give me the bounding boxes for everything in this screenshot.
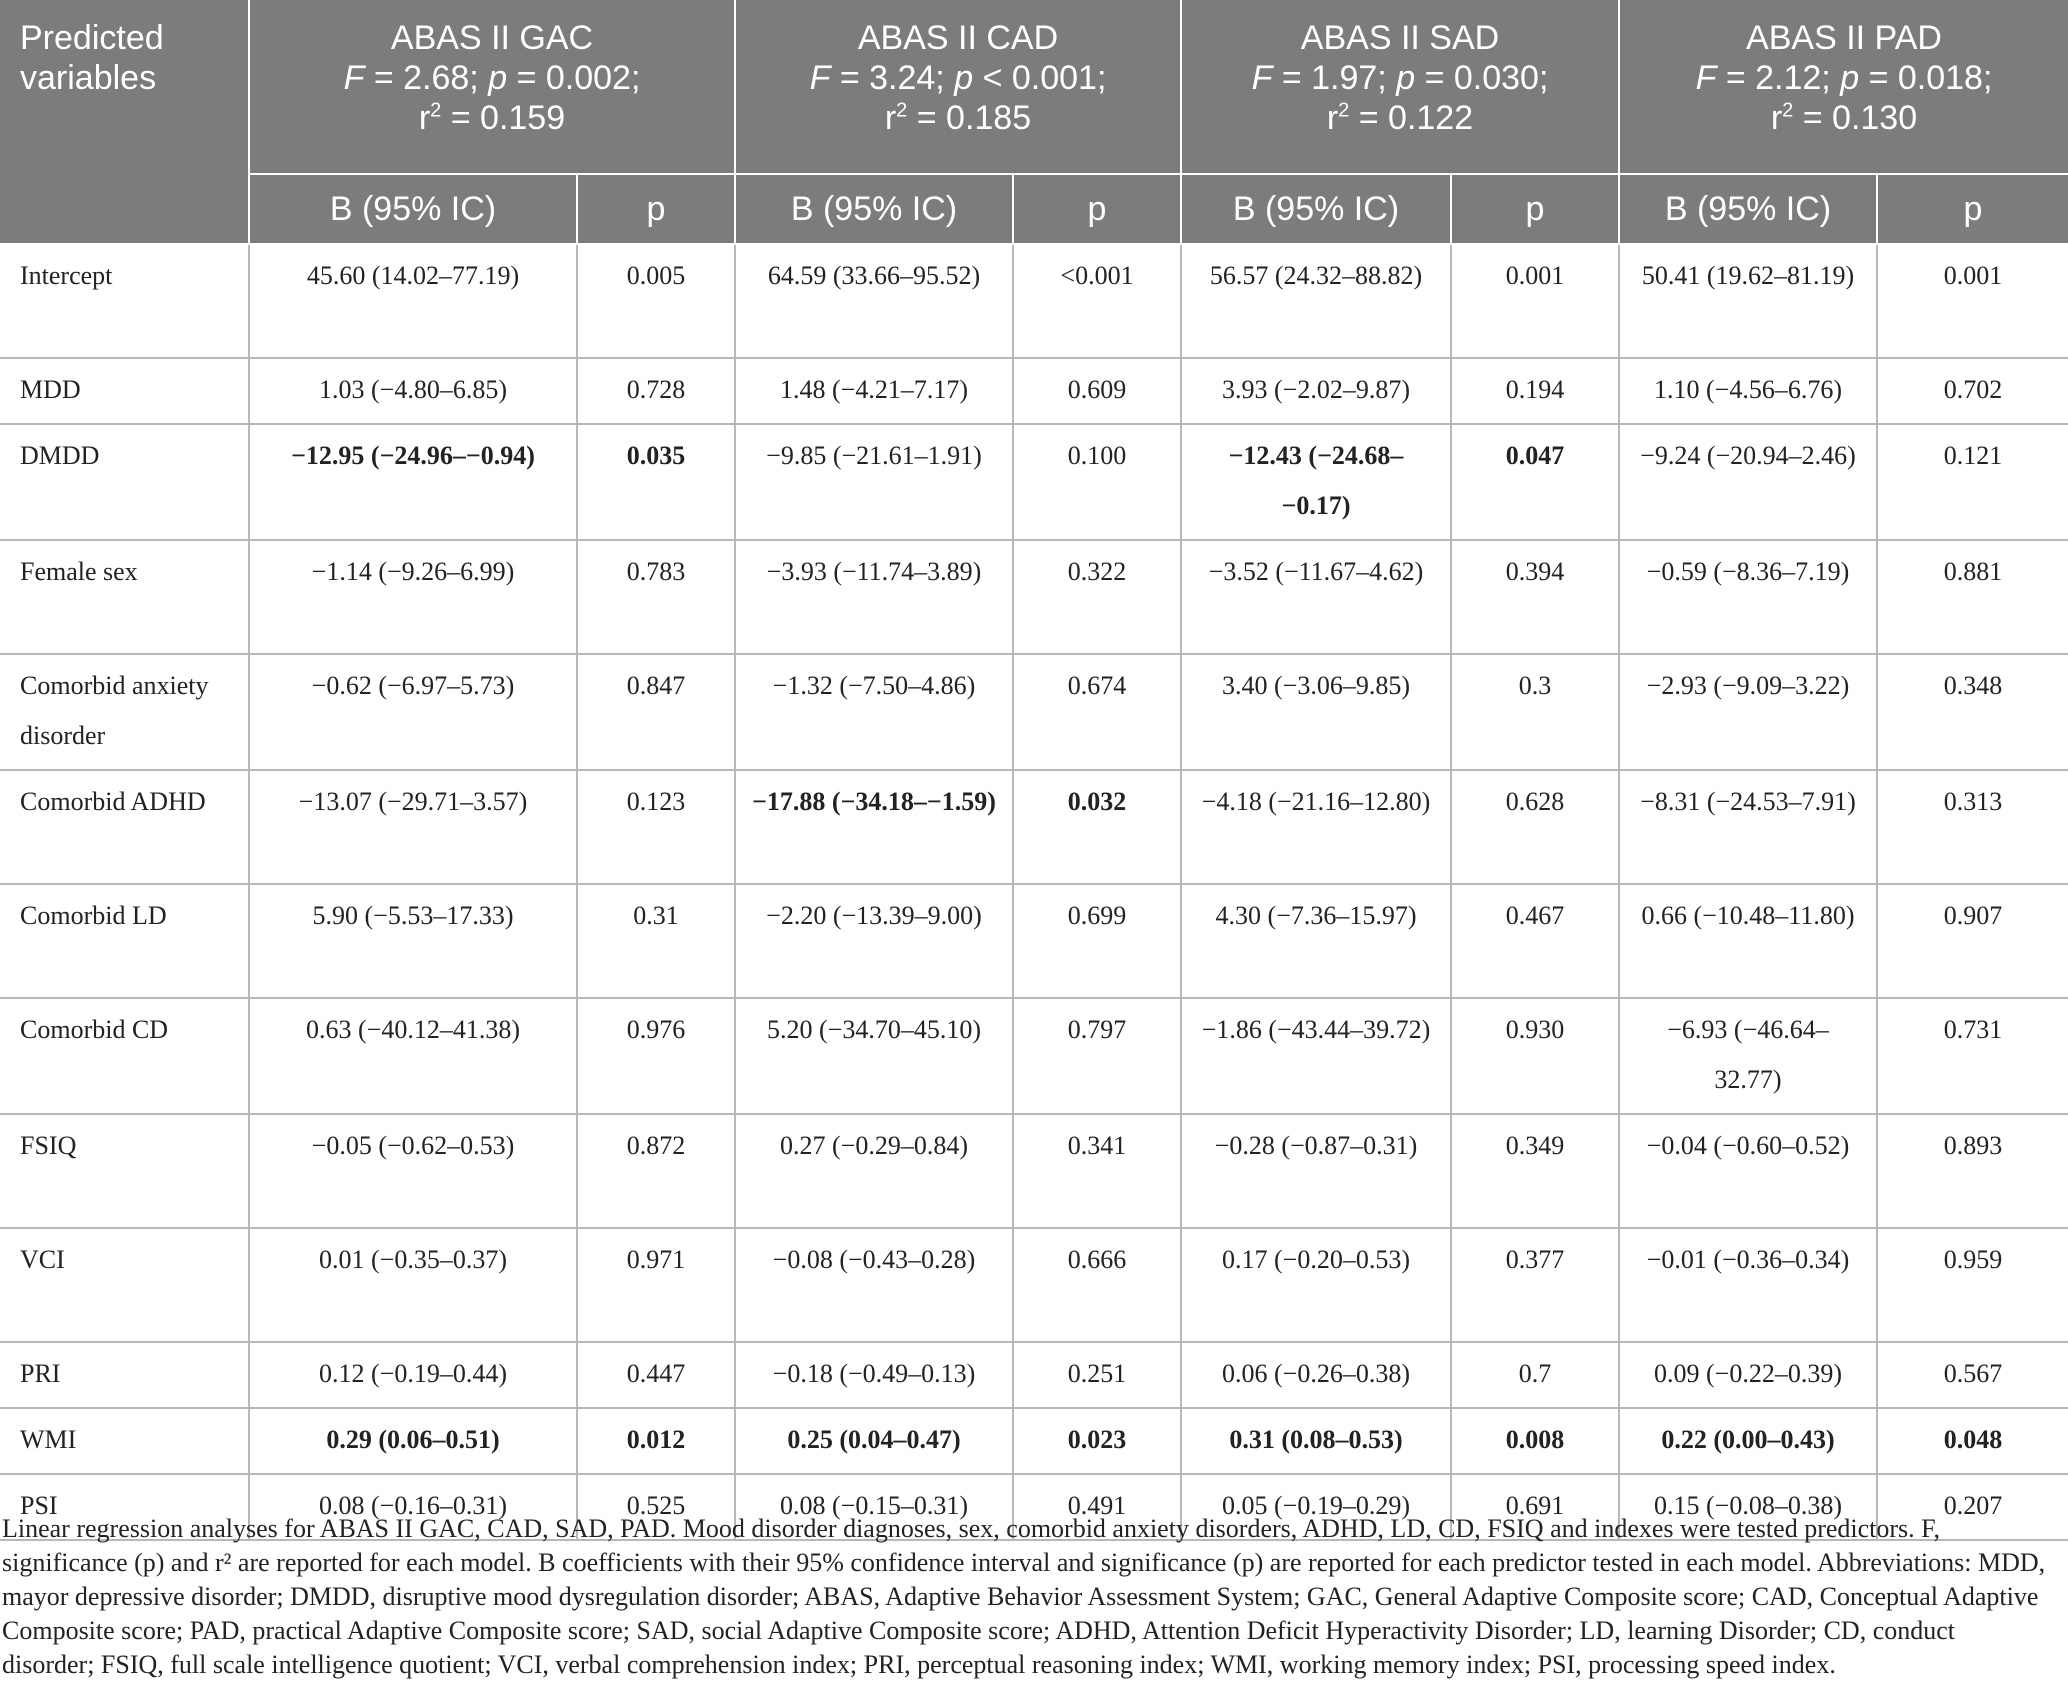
coefficient-cell: −3.52 (−11.67–4.62) [1181, 540, 1451, 654]
p-value-cell: 0.023 [1013, 1408, 1181, 1474]
coefficient-cell: −13.07 (−29.71–3.57) [249, 770, 577, 884]
model-name: ABAS II GAC [390, 19, 594, 57]
p-value-cell: 0.349 [1451, 1114, 1619, 1228]
coefficient-cell: −9.85 (−21.61–1.91) [735, 424, 1013, 540]
coefficient-cell: −1.86 (−43.44–39.72) [1181, 998, 1451, 1114]
table-row [0, 540, 2068, 654]
p-value-cell: 0.731 [1877, 998, 2068, 1114]
table-row [0, 424, 2068, 540]
row-label: WMI [0, 1408, 249, 1474]
coefficient-cell: −17.88 (−34.18–−1.59) [735, 770, 1013, 884]
coefficient-cell: 0.15 (−0.08–0.38) [1619, 1474, 1877, 1540]
p-value-cell: 0.971 [577, 1228, 735, 1342]
p-value-cell: 0.001 [1877, 244, 2068, 358]
p-value-cell: 0.783 [577, 540, 735, 654]
coefficient-cell: 5.20 (−34.70–45.10) [735, 998, 1013, 1114]
header-p: p [1877, 174, 2068, 244]
header-predicted-variables: Predicted variables [0, 0, 249, 244]
header-b-ci: B (95% IC) [1619, 174, 1877, 244]
p-value-cell: <0.001 [1013, 244, 1181, 358]
coefficient-cell: −1.32 (−7.50–4.86) [735, 654, 1013, 770]
p-value-cell: 0.699 [1013, 884, 1181, 998]
table-row [0, 1228, 2068, 1342]
coefficient-cell: 0.66 (−10.48–11.80) [1619, 884, 1877, 998]
p-value-cell: 0.251 [1013, 1342, 1181, 1408]
coefficient-cell: 4.30 (−7.36–15.97) [1181, 884, 1451, 998]
coefficient-cell: −8.31 (−24.53–7.91) [1619, 770, 1877, 884]
coefficient-cell: −12.95 (−24.96–−0.94) [249, 424, 577, 540]
p-value-cell: 0.491 [1013, 1474, 1181, 1540]
p-value-cell: 0.048 [1877, 1408, 2068, 1474]
coefficient-cell: −0.28 (−0.87–0.31) [1181, 1114, 1451, 1228]
p-value-cell: 0.930 [1451, 998, 1619, 1114]
p-value-cell: 0.976 [577, 998, 735, 1114]
p-value-cell: 0.907 [1877, 884, 2068, 998]
table-row [0, 358, 2068, 424]
coefficient-cell: −0.62 (−6.97–5.73) [249, 654, 577, 770]
coefficient-cell: 45.60 (14.02–77.19) [249, 244, 577, 358]
p-value-cell: 0.348 [1877, 654, 2068, 770]
model-r2: $r^2 = 0.130$ [1770, 99, 1918, 137]
p-value-cell: 0.797 [1013, 998, 1181, 1114]
header-b-ci: B (95% IC) [1181, 174, 1451, 244]
coefficient-cell: 1.48 (−4.21–7.17) [735, 358, 1013, 424]
coefficient-cell: 0.09 (−0.22–0.39) [1619, 1342, 1877, 1408]
p-value-cell: 0.032 [1013, 770, 1181, 884]
p-value-cell: 0.3 [1451, 654, 1619, 770]
p-value-cell: 0.100 [1013, 424, 1181, 540]
p-value-cell: 0.959 [1877, 1228, 2068, 1342]
table-row [0, 1342, 2068, 1408]
coefficient-cell: 3.40 (−3.06–9.85) [1181, 654, 1451, 770]
p-value-cell: 0.194 [1451, 358, 1619, 424]
p-value-cell: 0.035 [577, 424, 735, 540]
header-model-sad [1181, 0, 1619, 174]
p-value-cell: 0.847 [577, 654, 735, 770]
coefficient-cell: −1.14 (−9.26–6.99) [249, 540, 577, 654]
p-value-cell: 0.377 [1451, 1228, 1619, 1342]
p-value-cell: 0.7 [1451, 1342, 1619, 1408]
header-p: p [1013, 174, 1181, 244]
p-value-cell: 0.047 [1451, 424, 1619, 540]
coefficient-cell: 0.31 (0.08–0.53) [1181, 1408, 1451, 1474]
table-row [0, 654, 2068, 770]
row-label: Comorbid CD [0, 998, 249, 1114]
p-value-cell: 0.525 [577, 1474, 735, 1540]
p-value-cell: 0.628 [1451, 770, 1619, 884]
row-label: PSI [0, 1474, 249, 1540]
model-name: ABAS II PAD [1746, 19, 1942, 57]
coefficient-cell: −4.18 (−21.16–12.80) [1181, 770, 1451, 884]
p-value-cell: 0.322 [1013, 540, 1181, 654]
p-value-cell: 0.872 [577, 1114, 735, 1228]
header-p: p [1451, 174, 1619, 244]
p-value-cell: 0.341 [1013, 1114, 1181, 1228]
coefficient-cell: 64.59 (33.66–95.52) [735, 244, 1013, 358]
coefficient-cell: −0.59 (−8.36–7.19) [1619, 540, 1877, 654]
coefficient-cell: −2.20 (−13.39–9.00) [735, 884, 1013, 998]
coefficient-cell: −0.05 (−0.62–0.53) [249, 1114, 577, 1228]
p-value-cell: 0.123 [577, 770, 735, 884]
model-name: ABAS II SAD [1300, 19, 1500, 57]
model-name: ABAS II CAD [857, 19, 1059, 57]
header-b-ci: B (95% IC) [249, 174, 577, 244]
table-row [0, 1114, 2068, 1228]
header-model-cad [735, 0, 1181, 174]
header-b-ci: B (95% IC) [735, 174, 1013, 244]
p-value-cell: 0.001 [1451, 244, 1619, 358]
header-model-pad [1619, 0, 2068, 174]
row-label: Intercept [0, 244, 249, 358]
p-value-cell: 0.728 [577, 358, 735, 424]
coefficient-cell: 56.57 (24.32–88.82) [1181, 244, 1451, 358]
header-p: p [577, 174, 735, 244]
table-row [0, 998, 2068, 1114]
table-row [0, 770, 2068, 884]
table-body [0, 244, 2068, 1540]
row-label: VCI [0, 1228, 249, 1342]
row-label: FSIQ [0, 1114, 249, 1228]
table-row [0, 1408, 2068, 1474]
p-value-cell: 0.447 [577, 1342, 735, 1408]
coefficient-cell: 0.08 (−0.16–0.31) [249, 1474, 577, 1540]
coefficient-cell: 0.08 (−0.15–0.31) [735, 1474, 1013, 1540]
p-value-cell: 0.313 [1877, 770, 2068, 884]
p-value-cell: 0.31 [577, 884, 735, 998]
coefficient-cell: −0.08 (−0.43–0.28) [735, 1228, 1013, 1342]
table-row [0, 244, 2068, 358]
p-value-cell: 0.121 [1877, 424, 2068, 540]
row-label: MDD [0, 358, 249, 424]
coefficient-cell: 0.05 (−0.19–0.29) [1181, 1474, 1451, 1540]
p-value-cell: 0.467 [1451, 884, 1619, 998]
coefficient-cell: 1.10 (−4.56–6.76) [1619, 358, 1877, 424]
row-label: Comorbid anxiety disorder [0, 654, 249, 770]
row-label: PRI [0, 1342, 249, 1408]
model-r2: $r^2 = 0.185$ [884, 99, 1032, 137]
coefficient-cell: −12.43 (−24.68–−0.17) [1181, 424, 1451, 540]
coefficient-cell: 0.06 (−0.26–0.38) [1181, 1342, 1451, 1408]
p-value-cell: 0.005 [577, 244, 735, 358]
row-label: Comorbid ADHD [0, 770, 249, 884]
coefficient-cell: −0.01 (−0.36–0.34) [1619, 1228, 1877, 1342]
coefficient-cell: −3.93 (−11.74–3.89) [735, 540, 1013, 654]
coefficient-cell: 0.17 (−0.20–0.53) [1181, 1228, 1451, 1342]
coefficient-cell: −0.04 (−0.60–0.52) [1619, 1114, 1877, 1228]
coefficient-cell: 0.27 (−0.29–0.84) [735, 1114, 1013, 1228]
p-value-cell: 0.567 [1877, 1342, 2068, 1408]
p-value-cell: 0.881 [1877, 540, 2068, 654]
p-value-cell: 0.012 [577, 1408, 735, 1474]
row-label: Female sex [0, 540, 249, 654]
model-stats: F = 3.24; p < 0.001; [809, 59, 1107, 97]
coefficient-cell: 0.29 (0.06–0.51) [249, 1408, 577, 1474]
p-value-cell: 0.674 [1013, 654, 1181, 770]
coefficient-cell: 50.41 (19.62–81.19) [1619, 244, 1877, 358]
coefficient-cell: 0.01 (−0.35–0.37) [249, 1228, 577, 1342]
model-stats: F = 2.68; p = 0.002; [343, 59, 641, 97]
p-value-cell: 0.394 [1451, 540, 1619, 654]
coefficient-cell: 5.90 (−5.53–17.33) [249, 884, 577, 998]
model-stats: F = 2.12; p = 0.018; [1695, 59, 1993, 97]
coefficient-cell: 1.03 (−4.80–6.85) [249, 358, 577, 424]
p-value-cell: 0.207 [1877, 1474, 2068, 1540]
model-stats: F = 1.97; p = 0.030; [1251, 59, 1549, 97]
table-footnote: Linear regression analyses for ABAS II GAC, CAD, SAD, PAD. Mood disorder diagnoses, sex, comorbid anxiety disorders, ADHD, LD, CD, FSIQ and indexes were tested predictors. F, significance (p) and r² are reported for each model. B coefficients with their 95% confidence interval and significance (p) are reported for each predictor tested in each model. Abbreviations: MDD, mayor depressive disorder; DMDD, disruptive mood dysregulation disorder; ABAS, Adaptive Behavior Assessment System; GAC, General Adaptive Composite score; CAD, Conceptual Adaptive Composite score; PAD, practical Adaptive Composite score; SAD, social Adaptive Composite score; ADHD, Attention Deficit Hyperactivity Disorder; LD, learning Disorder; CD, conduct disorder; FSIQ, full scale intelligence quotient; VCI, verbal comprehension index; PRI, perceptual reasoning index; WMI, working memory index; PSI, processing speed index. [2, 1514, 2046, 1679]
coefficient-cell: 0.22 (0.00–0.43) [1619, 1408, 1877, 1474]
row-label: DMDD [0, 424, 249, 540]
coefficient-cell: −9.24 (−20.94–2.46) [1619, 424, 1877, 540]
coefficient-cell: −6.93 (−46.64–32.77) [1619, 998, 1877, 1114]
p-value-cell: 0.691 [1451, 1474, 1619, 1540]
table-row [0, 884, 2068, 998]
coefficient-cell: −0.18 (−0.49–0.13) [735, 1342, 1013, 1408]
model-r2: $r^2 = 0.159$ [418, 99, 566, 137]
coefficient-cell: 0.12 (−0.19–0.44) [249, 1342, 577, 1408]
model-r2: $r^2 = 0.122$ [1326, 99, 1474, 137]
coefficient-cell: 0.25 (0.04–0.47) [735, 1408, 1013, 1474]
p-value-cell: 0.609 [1013, 358, 1181, 424]
p-value-cell: 0.666 [1013, 1228, 1181, 1342]
header-model-gac [249, 0, 735, 174]
p-value-cell: 0.893 [1877, 1114, 2068, 1228]
p-value-cell: 0.008 [1451, 1408, 1619, 1474]
coefficient-cell: 3.93 (−2.02–9.87) [1181, 358, 1451, 424]
p-value-cell: 0.702 [1877, 358, 2068, 424]
coefficient-cell: 0.63 (−40.12–41.38) [249, 998, 577, 1114]
coefficient-cell: −2.93 (−9.09–3.22) [1619, 654, 1877, 770]
row-label: Comorbid LD [0, 884, 249, 998]
